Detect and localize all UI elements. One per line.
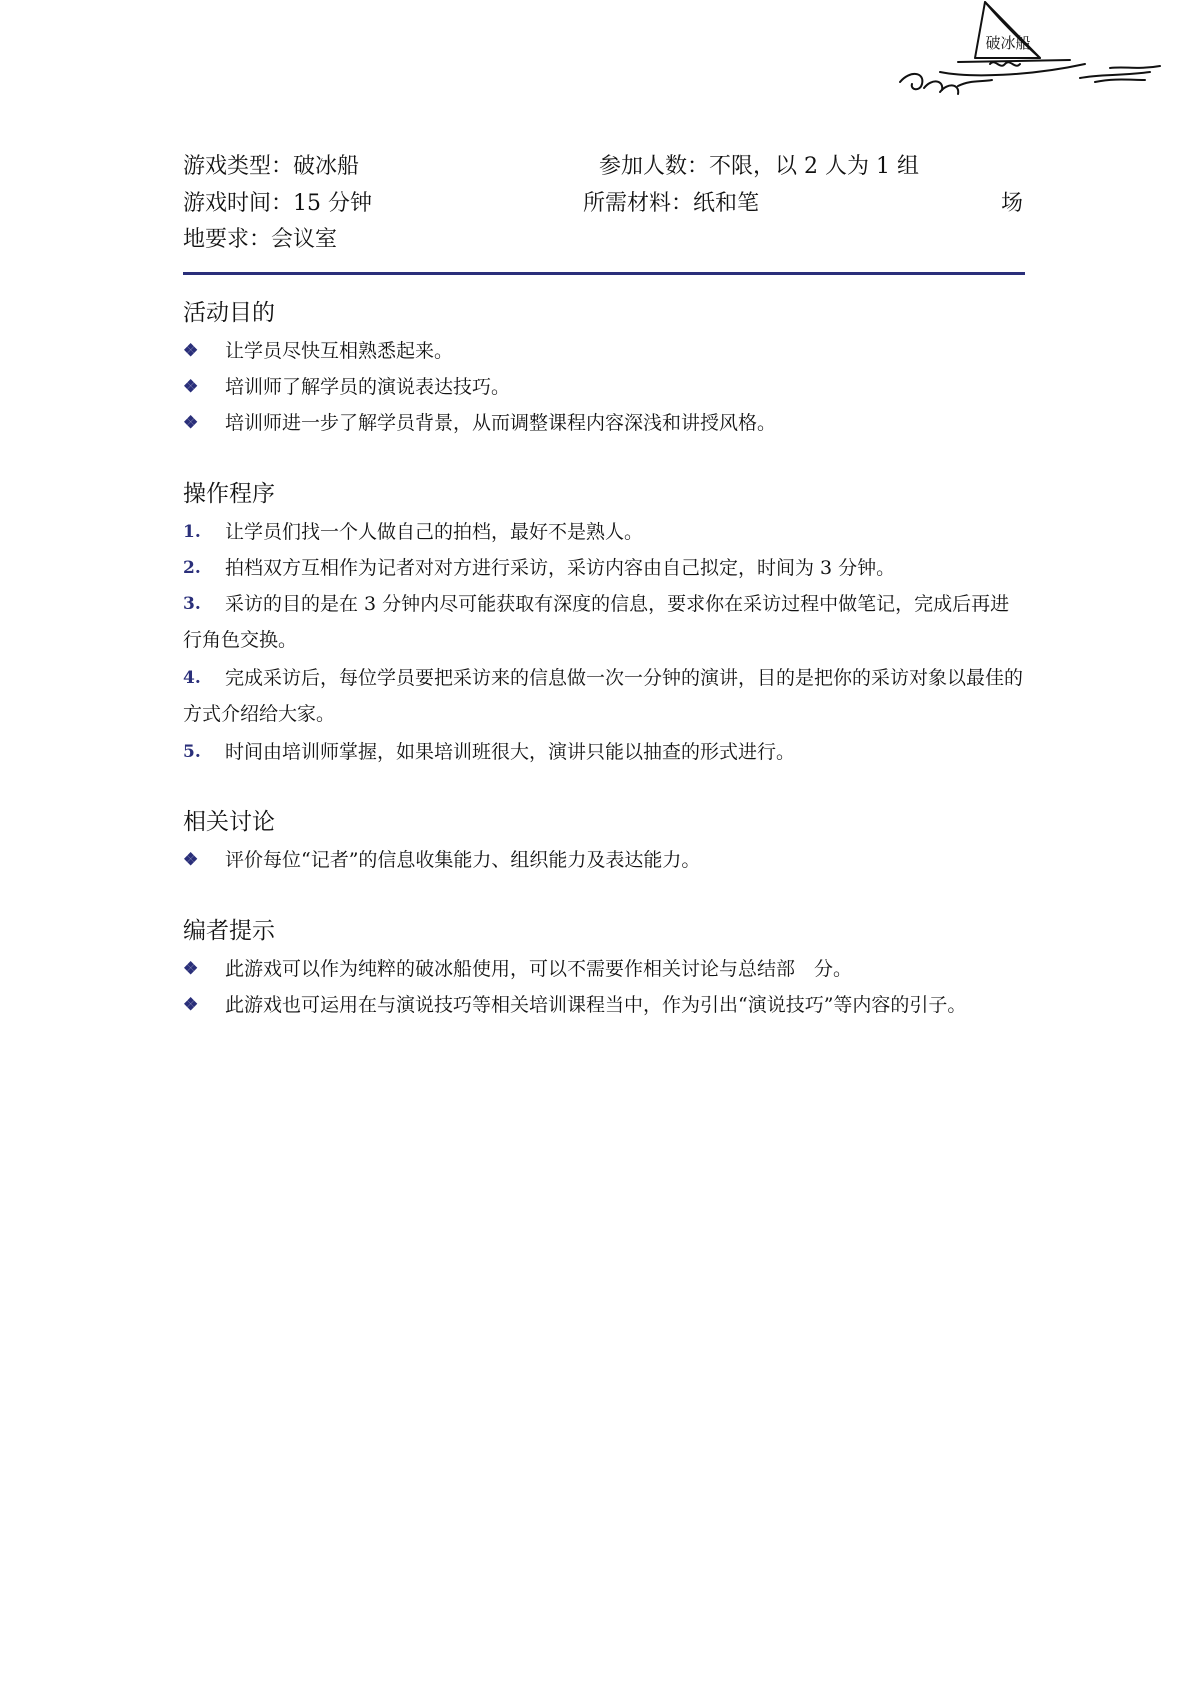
info-line-1 [183,149,1023,185]
diamond-bullet-icon: ❖ [183,850,199,870]
sailboat-icon [880,0,1180,110]
procedure-item-text: 采访的目的是在 3 分钟内尽可能获取有深度的信息，要求你在采访过程中做笔记，完成后再进行角色交换。 [183,593,1010,651]
step-number: 4. [183,668,201,688]
venue-prefix: 场 [1001,191,1024,216]
game-type: 游戏类型：破冰船 [183,154,360,179]
section-title-purpose: 活动目的 [183,300,275,326]
procedure-item-text: 时间由培训师掌握，如果培训班很大，演讲只能以抽查的形式进行。 [225,741,796,763]
venue-requirement: 地要求：会议室 [183,227,338,252]
participants: 参加人数：不限，以 2 人为 1 组 [599,154,919,179]
step-number: 2. [183,558,201,578]
procedure-item [183,514,1025,550]
discussion-item [183,842,1025,878]
step-number: 1. [183,522,201,542]
procedure-item-text: 完成采访后，每位学员要把采访来的信息做一次一分钟的演讲，目的是把你的采访对象以最佳的方式介绍给大家。 [183,667,1024,725]
procedure-item [183,586,1025,658]
tips-item-text: 此游戏可以作为纯粹的破冰船使用，可以不需要作相关讨论与总结部 分。 [225,958,853,980]
tips-item [183,987,1025,1023]
purpose-item-text: 培训师进一步了解学员背景，从而调整课程内容深浅和讲授风格。 [225,412,777,434]
diamond-bullet-icon: ❖ [183,377,199,397]
tips-item-text: 此游戏也可运用在与演说技巧等相关培训课程当中，作为引出“演说技巧”等内容的引子。 [225,994,967,1016]
materials: 所需材料：纸和笔 [583,191,760,216]
info-line-3 [183,222,1023,258]
discussion-item-text: 评价每位“记者”的信息收集能力、组织能力及表达能力。 [225,849,701,871]
purpose-item-text: 让学员尽快互相熟悉起来。 [225,340,454,362]
logo-label: 破冰船 [985,34,1031,52]
step-number: 5. [183,742,201,762]
purpose-item [183,405,1025,441]
procedure-item-text: 让学员们找一个人做自己的拍档，最好不是熟人。 [225,521,644,543]
tips-item [183,951,1025,987]
procedure-item [183,550,1025,586]
info-line-2 [183,186,1023,222]
purpose-item-text: 培训师了解学员的演说表达技巧。 [225,376,511,398]
section-title-tips: 编者提示 [183,918,275,944]
icebreaker-boat-logo [880,0,1180,110]
purpose-item [183,369,1025,405]
diamond-bullet-icon: ❖ [183,995,199,1015]
procedure-item-text: 拍档双方互相作为记者对对方进行采访，采访内容由自己拟定，时间为 3 分钟。 [225,557,896,579]
procedure-item [183,660,1025,732]
diamond-bullet-icon: ❖ [183,341,199,361]
purpose-item [183,333,1025,369]
procedure-item [183,734,1025,770]
section-title-discussion: 相关讨论 [183,809,275,835]
header-divider [183,272,1025,275]
section-title-procedure: 操作程序 [183,481,275,507]
game-time: 游戏时间：15 分钟 [183,191,372,216]
diamond-bullet-icon: ❖ [183,413,199,433]
step-number: 3. [183,594,201,614]
diamond-bullet-icon: ❖ [183,959,199,979]
